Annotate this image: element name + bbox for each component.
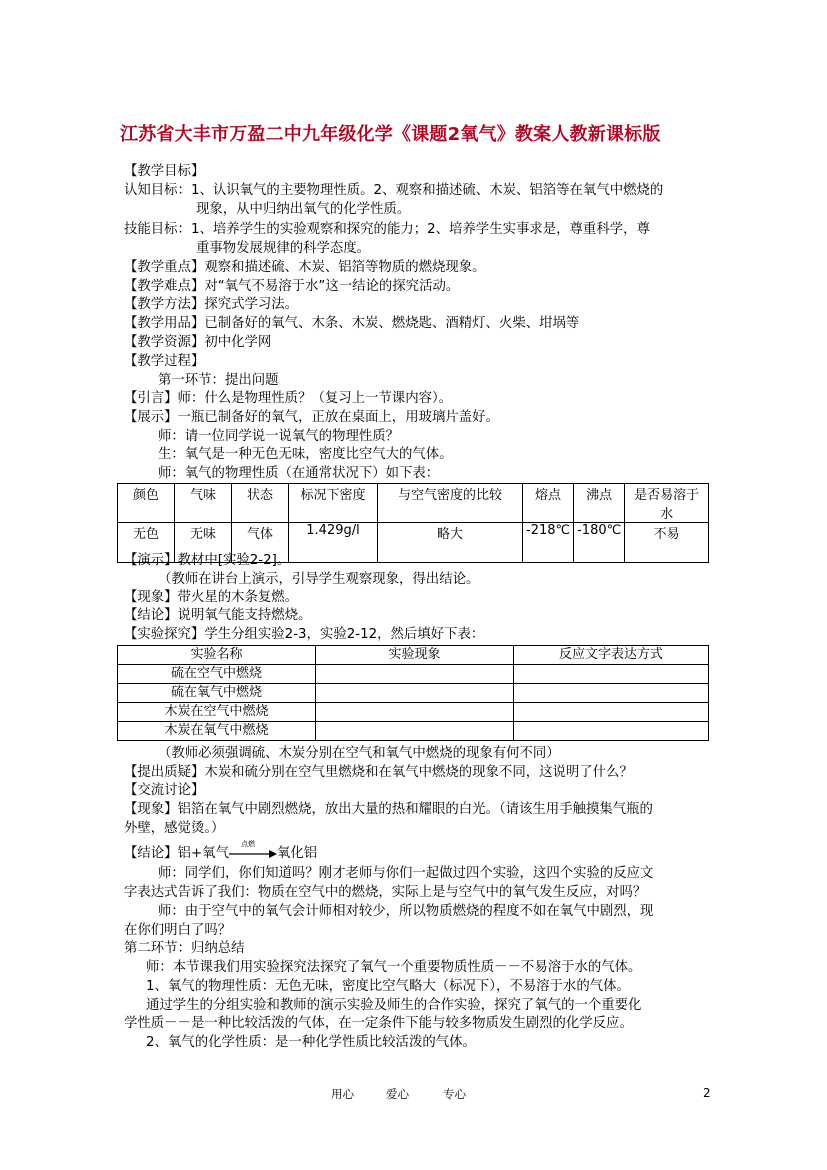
text-line: 【教学难点】对“氧气不易溶于水”这一结论的探究活动。 bbox=[124, 279, 460, 294]
text-line: 【引言】师：什么是物理性质？（复习上一节课内容）。 bbox=[124, 391, 453, 406]
table-cell bbox=[514, 684, 709, 703]
table-header-cell: 实验名称 bbox=[118, 646, 316, 665]
text-line: 认知目标：1、认识氧气的主要物理性质。2、观察和描述硫、木炭、铝箔等在氧气中燃烧的 bbox=[124, 183, 664, 198]
table-cell: 略大 bbox=[378, 523, 523, 563]
text-line: 生：氧气是一种无色无味，密度比空气大的气体。 bbox=[158, 447, 453, 462]
text-line: 师：本节课我们用实验探究法探究了氧气一个重要物质性质－－不易溶于水的气体。 bbox=[146, 960, 642, 975]
text-line: 在你们明白了吗？ bbox=[124, 923, 232, 938]
table-cell: 硫在氧气中燃烧 bbox=[118, 684, 316, 703]
text-line: （教师在讲台上演示，引导学生观察现象，得出结论。 bbox=[158, 572, 480, 587]
experiment-record-table bbox=[117, 645, 709, 741]
table-cell: -218℃ bbox=[523, 523, 574, 563]
text-line: 2、氧气的化学性质：是一种化学性质比较活泼的气体。 bbox=[146, 1035, 476, 1050]
table-cell: -180℃ bbox=[574, 523, 625, 563]
table-row bbox=[118, 703, 709, 722]
page-number: 2 bbox=[703, 1086, 711, 1100]
table-cell bbox=[514, 665, 709, 684]
footer-text: 爱心 bbox=[386, 1087, 409, 1101]
table-cell: 无色 bbox=[118, 523, 175, 563]
reaction-condition: 点燃 bbox=[240, 840, 255, 848]
section-heading-objectives: 【教学目标】 bbox=[124, 164, 205, 179]
text-line: 1、氧气的物理性质：无色无味，密度比空气略大（标况下），不易溶于水的气体。 bbox=[146, 979, 630, 994]
text-line: 【实验探究】学生分组实验2-3，实验2-12，然后填好下表： bbox=[124, 627, 485, 642]
footer-text: 专心 bbox=[443, 1087, 466, 1101]
text-line: 师：由于空气中的氧气会计师相对较少，所以物质燃烧的程度不如在氧气中剧烈，现 bbox=[158, 904, 654, 919]
table-cell: 不易 bbox=[625, 523, 709, 563]
text-line: 现象，从中归纳出氧气的化学性质。 bbox=[196, 202, 411, 217]
table-header-cell: 标况下密度 bbox=[289, 484, 378, 523]
table-header-cell: 反应文字表达方式 bbox=[514, 646, 709, 665]
table-cell: 气体 bbox=[232, 523, 289, 563]
table-cell bbox=[514, 703, 709, 722]
text-line: 【教学资源】初中化学网 bbox=[124, 335, 272, 350]
table-header-row bbox=[118, 484, 709, 523]
text-line: 字表达式告诉了我们：物质在空气中的燃烧，实际上是与空气中的氧气发生反应，对吗？ bbox=[124, 885, 647, 900]
text-line: 【展示】一瓶已制备好的氧气，正放在桌面上，用玻璃片盖好。 bbox=[124, 410, 499, 425]
text-line: 【提出质疑】木炭和硫分别在空气里燃烧和在氧气中燃烧的现象不同，这说明了什么？ bbox=[124, 765, 633, 780]
table-header-row bbox=[118, 646, 709, 665]
table-cell: 木炭在空气中燃烧 bbox=[118, 703, 316, 722]
table-cell: 1.429g/l bbox=[289, 523, 378, 563]
text-line: 技能目标：1、培养学生的实验观察和探究的能力；2、培养学生实事求是，尊重科学，尊 bbox=[124, 222, 650, 237]
table-cell: 无味 bbox=[175, 523, 232, 563]
oxygen-physical-properties-table bbox=[117, 483, 709, 563]
table-header-cell: 气味 bbox=[175, 484, 232, 523]
text-line: 【教学重点】观察和描述硫、木炭、铝箔等物质的燃烧现象。 bbox=[124, 260, 486, 275]
reaction-reactants: 【结论】铝+氧气 bbox=[124, 846, 229, 861]
section-heading-process: 【教学过程】 bbox=[124, 354, 205, 369]
text-line: （教师必须强调硫、木炭分别在空气和氧气中燃烧的现象有何不同） bbox=[158, 746, 560, 761]
text-line: 【现象】铝箔在氧气中剧烈燃烧，放出大量的热和耀眼的白光。（请该生用手触摸集气瓶的 bbox=[124, 802, 653, 817]
text-line: 外壁，感觉烫。） bbox=[124, 821, 225, 836]
table-cell bbox=[316, 684, 514, 703]
table-row bbox=[118, 665, 709, 684]
text-line: 师：同学们，你们知道吗？刚才老师与你们一起做过四个实验，这四个实验的反应文 bbox=[158, 866, 654, 881]
table-row bbox=[118, 684, 709, 703]
footer-text: 用心 bbox=[331, 1087, 354, 1101]
table-cell: 木炭在氧气中燃烧 bbox=[118, 722, 316, 741]
text-line: 第一环节：提出问题 bbox=[158, 373, 279, 388]
text-line: 【交流讨论】 bbox=[124, 783, 205, 798]
text-line: 第二环节：归纳总结 bbox=[124, 941, 245, 956]
text-line: 师：请一位同学说一说氧气的物理性质？ bbox=[158, 429, 400, 444]
table-cell bbox=[316, 665, 514, 684]
text-line: 通过学生的分组实验和教师的演示实验及师生的合作实验，探究了氧气的一个重要化 bbox=[146, 998, 642, 1013]
reaction-product: 氧化铝 bbox=[276, 846, 318, 861]
text-line: 【演示】教材中[实验2-2]。 bbox=[124, 553, 291, 568]
text-line: 【现象】带火星的木条复燃。 bbox=[124, 590, 299, 605]
table-cell bbox=[316, 703, 514, 722]
table-header-cell: 熔点 bbox=[523, 484, 574, 523]
table-cell: 硫在空气中燃烧 bbox=[118, 665, 316, 684]
table-header-cell: 与空气密度的比较 bbox=[378, 484, 523, 523]
text-line: 【结论】说明氧气能支持燃烧。 bbox=[124, 608, 312, 623]
table-header-cell: 颜色 bbox=[118, 484, 175, 523]
table-header-cell: 状态 bbox=[232, 484, 289, 523]
table-header-cell: 沸点 bbox=[574, 484, 625, 523]
table-row bbox=[118, 722, 709, 741]
text-line: 师：氧气的物理性质（在通常状况下）如下表： bbox=[158, 466, 440, 481]
table-header-cell: 是否易溶于水 bbox=[625, 484, 709, 523]
text-line: 重事物发展规律的科学态度。 bbox=[196, 241, 371, 256]
text-line: 【教学方法】探究式学习法。 bbox=[124, 297, 299, 312]
table-cell bbox=[316, 722, 514, 741]
text-line: 【教学用品】已制备好的氧气、木条、木炭、燃烧匙、酒精灯、火柴、坩埚等 bbox=[124, 316, 580, 331]
table-cell bbox=[514, 722, 709, 741]
reaction-equation bbox=[124, 840, 318, 863]
document-title: 江苏省大丰市万盈二中九年级化学《课题2氧气》教案人教新课标版 bbox=[120, 124, 661, 145]
reaction-arrow-icon bbox=[229, 840, 277, 860]
table-header-cell: 实验现象 bbox=[316, 646, 514, 665]
text-line: 学性质－－是一种比较活泼的气体，在一定条件下能与较多物质发生剧烈的化学反应。 bbox=[124, 1016, 633, 1031]
